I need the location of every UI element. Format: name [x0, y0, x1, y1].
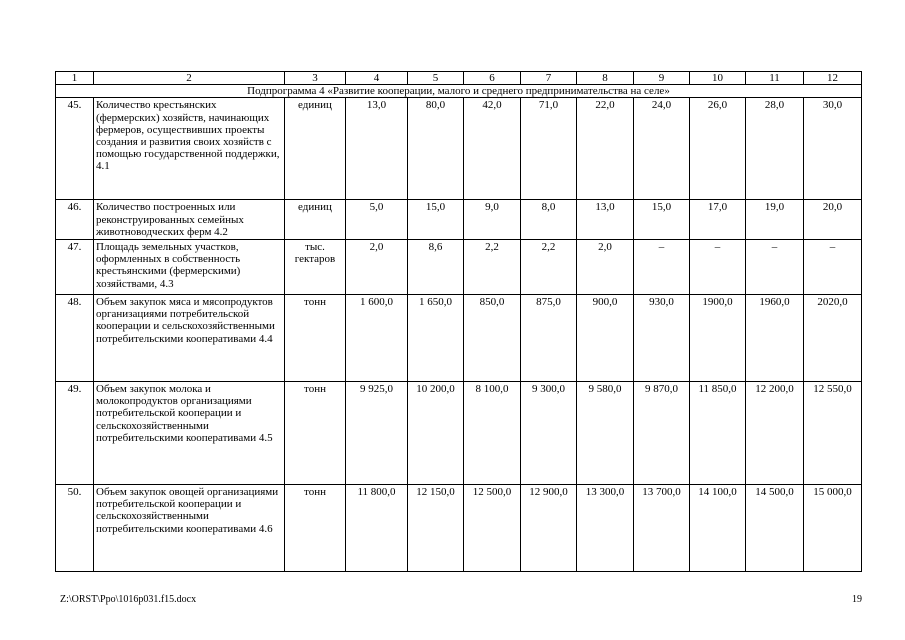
value-cell: 8 100,0: [464, 382, 521, 485]
value-cell: 9,0: [464, 200, 521, 240]
value-cell: 1960,0: [746, 295, 804, 382]
value-cell: 5,0: [346, 200, 408, 240]
unit-cell: тонн: [285, 295, 346, 382]
page-number: 19: [852, 594, 862, 605]
value-cell: 9 300,0: [521, 382, 577, 485]
value-cell: 24,0: [634, 98, 690, 200]
value-cell: 15 000,0: [804, 485, 862, 572]
value-cell: 80,0: [408, 98, 464, 200]
value-cell: 8,6: [408, 240, 464, 295]
value-cell: 1900,0: [690, 295, 746, 382]
value-cell: 15,0: [634, 200, 690, 240]
unit-cell: единиц: [285, 98, 346, 200]
value-cell: 900,0: [577, 295, 634, 382]
value-cell: 13,0: [577, 200, 634, 240]
value-cell: 12 550,0: [804, 382, 862, 485]
table-row: [56, 485, 862, 572]
value-cell: 14 500,0: [746, 485, 804, 572]
table-row: [56, 382, 862, 485]
column-number: 1: [56, 72, 94, 85]
value-cell: 19,0: [746, 200, 804, 240]
value-cell: 11 800,0: [346, 485, 408, 572]
column-number-row: [56, 72, 862, 85]
value-cell: 20,0: [804, 200, 862, 240]
indicator-name: Количество крестьянских (фермерских) хозяйств, начинающих фермеров, осуществивших проекты создания и развития своих хозяйств с помощью государственной поддержки, 4.1: [94, 98, 285, 200]
value-cell: 14 100,0: [690, 485, 746, 572]
column-number: 10: [690, 72, 746, 85]
value-cell: –: [634, 240, 690, 295]
value-cell: 12 500,0: [464, 485, 521, 572]
column-number: 12: [804, 72, 862, 85]
unit-cell: единиц: [285, 200, 346, 240]
value-cell: 42,0: [464, 98, 521, 200]
value-cell: 850,0: [464, 295, 521, 382]
column-number: 2: [94, 72, 285, 85]
column-number: 3: [285, 72, 346, 85]
value-cell: 2,2: [464, 240, 521, 295]
value-cell: 1 650,0: [408, 295, 464, 382]
column-number: 8: [577, 72, 634, 85]
subprogram-title: Подпрограмма 4 «Развитие кооперации, малого и среднего предпринимательства на селе»: [56, 85, 862, 98]
value-cell: 2,2: [521, 240, 577, 295]
column-number: 6: [464, 72, 521, 85]
value-cell: 71,0: [521, 98, 577, 200]
value-cell: –: [804, 240, 862, 295]
value-cell: 8,0: [521, 200, 577, 240]
value-cell: 28,0: [746, 98, 804, 200]
value-cell: 9 925,0: [346, 382, 408, 485]
value-cell: 2020,0: [804, 295, 862, 382]
value-cell: –: [746, 240, 804, 295]
indicator-name: Объем закупок мяса и мясопродуктов организациями потребительской кооперации и сельскохозяйственными потребительскими кооперативами 4.4: [94, 295, 285, 382]
row-number: 48.: [56, 295, 94, 382]
value-cell: 875,0: [521, 295, 577, 382]
column-number: 7: [521, 72, 577, 85]
table-row: [56, 295, 862, 382]
value-cell: 1 600,0: [346, 295, 408, 382]
value-cell: 930,0: [634, 295, 690, 382]
column-number: 11: [746, 72, 804, 85]
column-number: 4: [346, 72, 408, 85]
value-cell: 13 700,0: [634, 485, 690, 572]
value-cell: 11 850,0: [690, 382, 746, 485]
row-number: 45.: [56, 98, 94, 200]
table-row: [56, 240, 862, 295]
value-cell: 2,0: [577, 240, 634, 295]
indicators-table: [55, 71, 862, 572]
subprogram-row: [56, 85, 862, 98]
value-cell: 17,0: [690, 200, 746, 240]
value-cell: 12 150,0: [408, 485, 464, 572]
value-cell: 22,0: [577, 98, 634, 200]
value-cell: 13,0: [346, 98, 408, 200]
row-number: 49.: [56, 382, 94, 485]
table-row: [56, 98, 862, 200]
indicator-name: Объем закупок овощей организациями потребительской кооперации и сельскохозяйственными потребительскими кооперативами 4.6: [94, 485, 285, 572]
value-cell: 12 900,0: [521, 485, 577, 572]
indicator-name: Объем закупок молока и молокопродуктов организациями потребительской кооперации и сельскохозяйственными потребительскими кооперативами 4.5: [94, 382, 285, 485]
value-cell: 12 200,0: [746, 382, 804, 485]
row-number: 47.: [56, 240, 94, 295]
value-cell: 9 870,0: [634, 382, 690, 485]
unit-cell: тонн: [285, 382, 346, 485]
column-number: 5: [408, 72, 464, 85]
unit-cell: тыс. гектаров: [285, 240, 346, 295]
row-number: 50.: [56, 485, 94, 572]
value-cell: 2,0: [346, 240, 408, 295]
indicator-name: Площадь земельных участков, оформленных в собственность крестьянскими (фермерскими) хозяйствами, 4.3: [94, 240, 285, 295]
unit-cell: тонн: [285, 485, 346, 572]
row-number: 46.: [56, 200, 94, 240]
file-path: Z:\ORST\Ppo\1016p031.f15.docx: [60, 594, 197, 605]
indicator-name: Количество построенных или реконструированных семейных животноводческих ферм 4.2: [94, 200, 285, 240]
value-cell: 9 580,0: [577, 382, 634, 485]
value-cell: 10 200,0: [408, 382, 464, 485]
value-cell: 13 300,0: [577, 485, 634, 572]
value-cell: 30,0: [804, 98, 862, 200]
table-row: [56, 200, 862, 240]
value-cell: –: [690, 240, 746, 295]
value-cell: 15,0: [408, 200, 464, 240]
value-cell: 26,0: [690, 98, 746, 200]
column-number: 9: [634, 72, 690, 85]
